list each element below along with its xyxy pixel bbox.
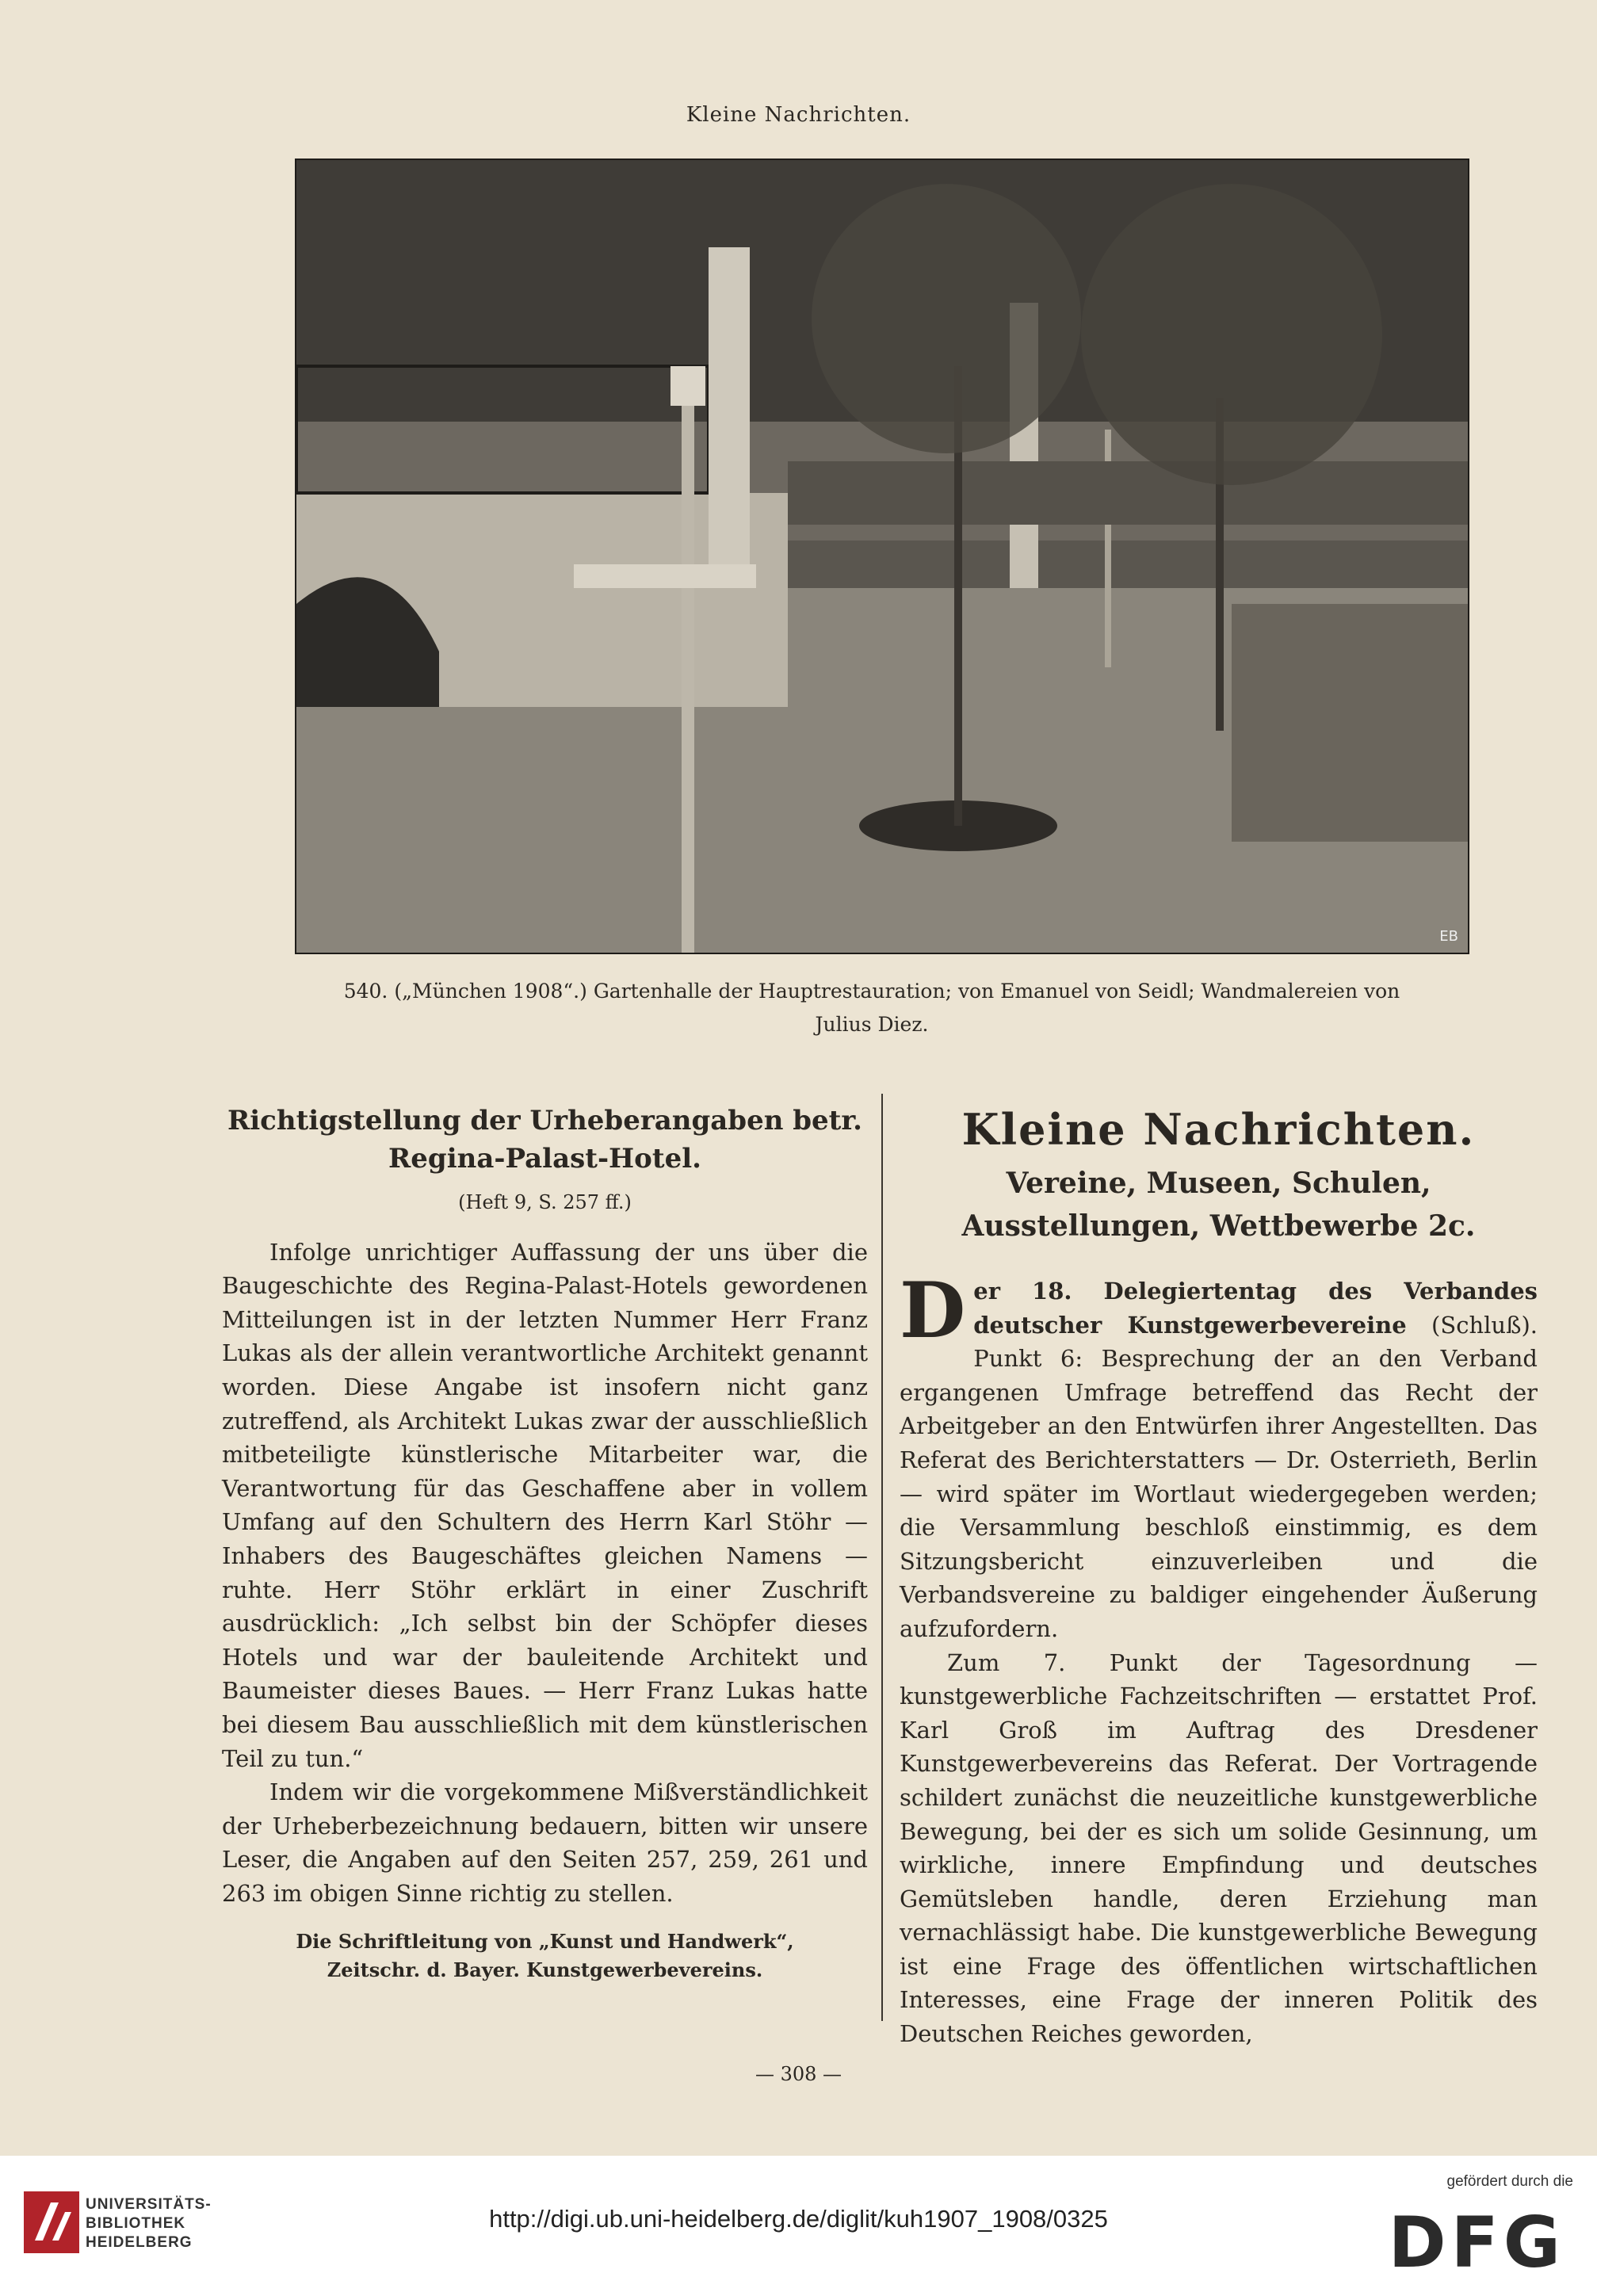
running-head: Kleine Nachrichten. bbox=[686, 103, 911, 127]
photographer-monogram: EB bbox=[1439, 928, 1458, 945]
sponsor-note: gefördert durch die bbox=[1446, 2173, 1573, 2190]
photo-illustration bbox=[296, 160, 1468, 953]
library-line-1: UNIVERSITÄTS- bbox=[86, 2196, 212, 2213]
photo-caption bbox=[285, 975, 1458, 1041]
drop-cap: D bbox=[900, 1266, 966, 1355]
garden-hall-photo bbox=[295, 159, 1469, 954]
page-number: — 308 — bbox=[755, 2063, 842, 2085]
news-paragraph-2: Zum 7. Punkt der Tagesordnung — kunstgewerbliche Fachzeitschriften — erstattet Prof. Karl Groß im Auftrag des Dresdener Kunstgewerbevereins das Referat. Der Vortragende schildert zunächst die neuzeitliche kunstgewerbliche Bewegung, bei der es sich um solide Gesinnung, um wirkliche, innere Empfindung und deutsches Gemütsleben handle, deren Erziehung man vernachlässigt habe. Die kunstgewerbliche Bewegung ist eine Frage des öffentlichen wirtschaftlichen Interesses, eine Frage der inneren Politik des Deutschen Reiches geworden, bbox=[900, 1648, 1538, 2048]
news-paragraph-1 bbox=[900, 1266, 1538, 1646]
right-column bbox=[900, 1102, 1538, 2051]
column-divider bbox=[881, 1094, 883, 2021]
signature-line-2: Zeitschr. d. Bayer. Kunstgewerbevereins. bbox=[327, 1958, 763, 1982]
library-line-2: BIBLIOTHEK bbox=[86, 2215, 186, 2232]
section-subtitle: Vereine, Museen, Schulen, Ausstellungen, Wettbewerbe 2c. bbox=[961, 1167, 1476, 1243]
caption-line-1: 540. („München 1908“.) Gartenhalle der Hauptrestauration; von Emanuel von Seidl; Wandmalereien von bbox=[343, 980, 1400, 1003]
digitization-footer bbox=[0, 2156, 1597, 2296]
caption-line-2: Julius Diez. bbox=[815, 1013, 929, 1036]
article-paragraph-2: Indem wir die vorgekommene Mißverständlichkeit der Urheberbezeichnung bedauern, bitten wir unsere Leser, die Angaben auf den Seiten 257, 259, 261 und 263 im obigen Sinne richtig zu stellen. bbox=[222, 1778, 868, 1907]
left-column bbox=[222, 1102, 868, 1985]
library-line-3: HEIDELBERG bbox=[86, 2234, 193, 2251]
editorial-signature bbox=[222, 1927, 868, 1985]
dfg-logo: DFG bbox=[1388, 2202, 1565, 2283]
article-paragraph-1: Infolge unrichtiger Auffassung der uns über die Baugeschichte des Regina-Palast-Hotels gewordenen Mitteilungen ist in der letzten Nummer Herr Franz Lukas als der allein verantwortliche Architekt genannt worden. Diese Angabe ist insofern nicht ganz zutreffend, als Architekt Lukas zwar der ausschließlich mitbeteiligte künstlerische Mitarbeiter war, die Verantwortung für das Geschaffene aber in vollem Umfang auf den Schultern des Herrn Karl Stöhr — Inhabers des Baugeschäftes gleichen Namens — ruhte. Herr Stöhr erklärt in einer Zuschrift ausdrücklich: „Ich selbst bin der Schöpfer dieses Hotels und war der bauleitende Architekt und Baumeister dieses Baues. — Herr Franz Lukas hatte bei diesem Bau ausschließlich mit dem künstlerischen Teil zu tun.“ bbox=[222, 1238, 868, 1772]
article-reference: (Heft 9, S. 257 ff.) bbox=[458, 1191, 632, 1213]
section-title: Kleine Nachrichten. bbox=[961, 1104, 1476, 1155]
article-heading: Richtigstellung der Urheberangaben betr. Regina-Palast-Hotel. bbox=[227, 1105, 862, 1175]
signature-line-1: Die Schriftleitung von „Kunst und Handwerk“, bbox=[296, 1930, 794, 1954]
news-lead-bold: er 18. Delegiertentag des Verbandes deutscher Kunstgewerbevereine bbox=[973, 1278, 1538, 1339]
news-lead-rest: (Schluß). Punkt 6: Besprechung der an den Verband ergangenen Umfrage betreffend das Recht der Arbeitgeber an den Entwürfen ihrer Angestellten. Das Referat des Berichterstatters — Dr. Osterrieth, Berlin — wird später im Wortlaut wiedergegeben werden; die Versammlung beschloß einstimmig, es dem Sitzungsbericht einzuverleiben und die Verbandsvereine zu baldiger eingehender Äußerung aufzufordern. bbox=[900, 1311, 1538, 1642]
permalink-url[interactable]: http://digi.ub.uni-heidelberg.de/diglit/kuh1907_1908/0325 bbox=[489, 2205, 1108, 2233]
